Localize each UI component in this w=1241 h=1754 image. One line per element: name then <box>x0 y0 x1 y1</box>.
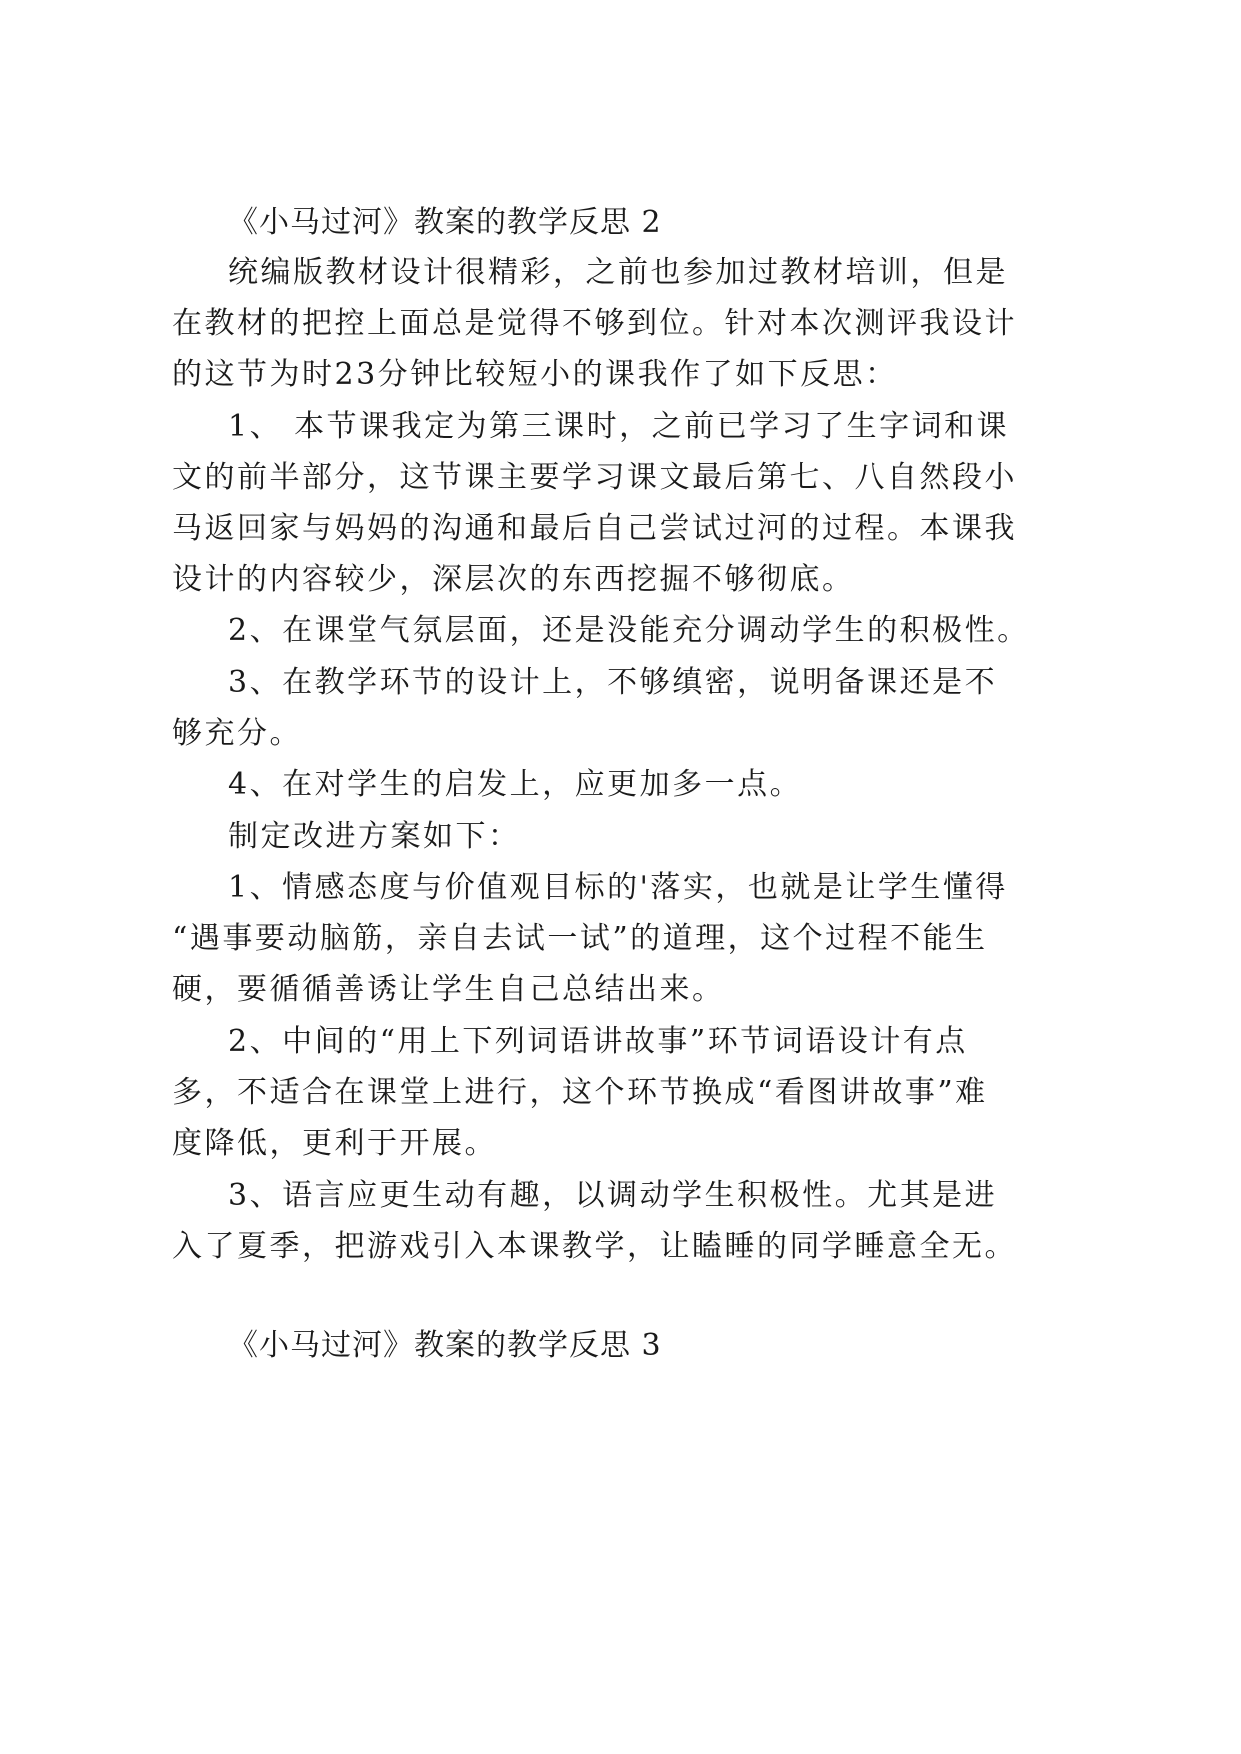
paragraph-line: 4、在对学生的启发上，应更加多一点。 <box>228 767 803 802</box>
paragraph-line: 在教材的把控上面总是觉得不够到位。针对本次测评我设计 <box>172 306 1017 341</box>
paragraph-line: 设计的内容较少，深层次的东西挖掘不够彻底。 <box>172 562 855 597</box>
paragraph-line: 文的前半部分，这节课主要学习课文最后第七、八自然段小 <box>172 460 1017 495</box>
paragraph-line: 2、在课堂气氛层面，还是没能充分调动学生的积极性。 <box>228 613 1030 648</box>
paragraph-line: 够充分。 <box>172 716 302 751</box>
paragraph-line: 制定改进方案如下： <box>228 819 521 854</box>
paragraph-line: “遇事要动脑筋，亲自去试一试”的道理，这个过程不能生 <box>172 921 988 956</box>
paragraph-line: 多，不适合在课堂上进行，这个环节换成“看图讲故事”难 <box>172 1075 988 1110</box>
paragraph-line: 硬，要循循善诱让学生自己总结出来。 <box>172 972 725 1007</box>
paragraph-line: 3、语言应更生动有趣，以调动学生积极性。尤其是进 <box>228 1178 998 1213</box>
section-heading-3: 《小马过河》教案的教学反思 3 <box>228 1328 662 1363</box>
paragraph-line: 统编版教材设计很精彩，之前也参加过教材培训，但是 <box>228 255 1008 290</box>
section-heading-2: 《小马过河》教案的教学反思 2 <box>228 205 662 240</box>
paragraph-line: 入了夏季，把游戏引入本课教学，让瞌睡的同学睡意全无。 <box>172 1229 1017 1264</box>
paragraph-line: 度降低，更利于开展。 <box>172 1126 497 1161</box>
paragraph-line: 马返回家与妈妈的沟通和最后自己尝试过河的过程。本课我 <box>172 511 1017 546</box>
paragraph-line: 2、中间的“用上下列词语讲故事”环节词语设计有点 <box>228 1024 968 1059</box>
paragraph-line: 1、 本节课我定为第三课时，之前已学习了生字词和课 <box>228 409 1010 444</box>
paragraph-line: 的这节为时23分钟比较短小的课我作了如下反思： <box>172 357 898 392</box>
paragraph-line: 1、情感态度与价值观目标的'落实，也就是让学生懂得 <box>228 870 1008 905</box>
paragraph-line: 3、在教学环节的设计上，不够缜密，说明备课还是不 <box>228 665 998 700</box>
